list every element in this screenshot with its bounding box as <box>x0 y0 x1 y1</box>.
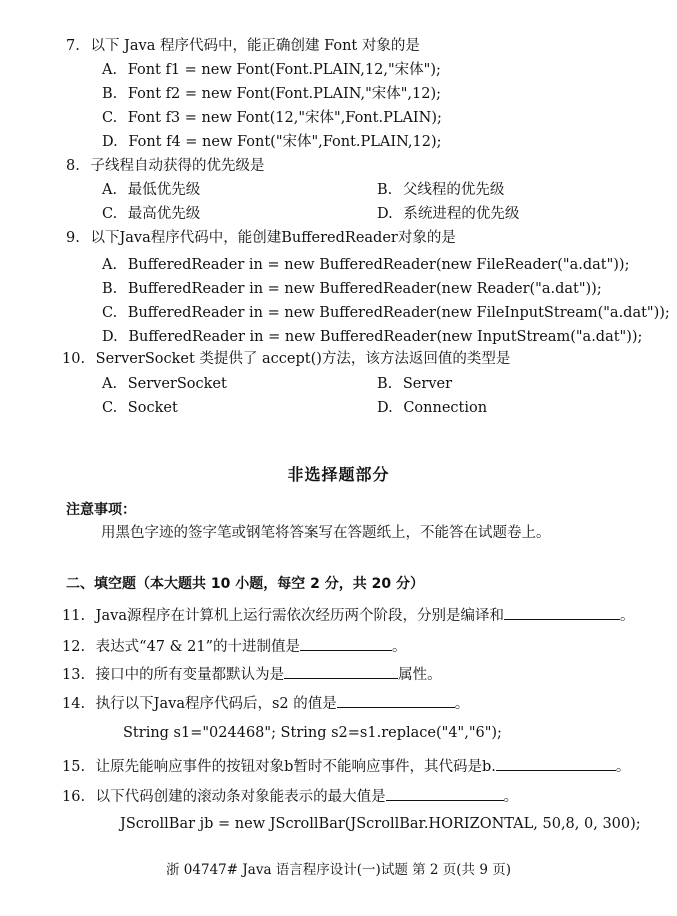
question-15 <box>62 756 630 776</box>
option-text: Font f1 = new Font(Font.PLAIN,12,"宋体"); <box>127 62 441 78</box>
question-11 <box>62 605 634 625</box>
option-letter: D. <box>102 134 118 150</box>
question-number: 10. <box>62 351 86 367</box>
section-title: 非选择题部分 <box>287 465 390 484</box>
question-stem: ServerSocket 类提供了 accept()方法，该方法返回值的类型是 <box>95 351 511 367</box>
question-stem: 以下Java程序代码中，能创建BufferedReader对象的是 <box>90 230 456 246</box>
q7-option-b <box>102 85 441 103</box>
option-letter: D. <box>377 206 393 222</box>
option-letter: C. <box>102 206 118 222</box>
question-number: 7. <box>66 38 80 54</box>
answer-blank[interactable] <box>504 605 620 620</box>
notice-text: 用黑色字迹的签字笔或钢笔将答案写在答题纸上，不能答在试题卷上。 <box>101 525 551 541</box>
option-text: Font f4 = new Font("宋体",Font.PLAIN,12); <box>128 134 442 150</box>
question-14 <box>62 693 469 713</box>
option-letter: A. <box>102 62 118 78</box>
answer-blank[interactable] <box>496 756 616 771</box>
option-text: BufferedReader in = new BufferedReader(new FileReader("a.dat")); <box>127 257 630 273</box>
option-letter: A. <box>102 182 118 198</box>
option-letter: C. <box>102 400 118 416</box>
question-suffix: 。 <box>392 639 407 655</box>
option-letter: B. <box>377 376 393 392</box>
q9-option-b <box>102 280 602 298</box>
q10-option-c <box>102 399 178 417</box>
option-letter: C. <box>102 110 118 126</box>
q10-option-d <box>377 399 487 417</box>
question-12 <box>62 636 407 656</box>
question-number: 11. <box>62 608 86 624</box>
question-number: 8. <box>66 158 80 174</box>
q8-option-b <box>377 181 504 199</box>
notice-heading: 注意事项： <box>66 502 136 518</box>
question-number: 16. <box>62 789 86 805</box>
answer-blank[interactable] <box>300 636 392 651</box>
option-letter: B. <box>102 86 118 102</box>
q7-option-c <box>102 109 442 127</box>
question-text: Java源程序在计算机上运行需依次经历两个阶段，分别是编译和 <box>95 608 504 624</box>
q8-option-a <box>102 181 200 199</box>
option-text: 系统进程的优先级 <box>403 206 520 222</box>
option-text: ServerSocket <box>127 376 227 392</box>
question-number: 12. <box>62 639 86 655</box>
q8-option-c <box>102 205 200 223</box>
q14-code: String s1="024468"; String s2=s1.replace("4","6"); <box>123 725 502 741</box>
option-text: 最高优先级 <box>127 206 201 222</box>
option-letter: D. <box>377 400 393 416</box>
question-number: 9. <box>66 230 80 246</box>
question-10 <box>62 350 510 368</box>
question-8 <box>66 157 264 175</box>
question-text: 接口中的所有变量都默认为是 <box>95 667 285 683</box>
option-text: Font f2 = new Font(Font.PLAIN,"宋体",12); <box>127 86 442 102</box>
question-text: 让原先能响应事件的按钮对象b暂时不能响应事件，其代码是b. <box>95 759 496 775</box>
q7-option-a <box>102 61 441 79</box>
question-stem: 以下 Java 程序代码中，能正确创建 Font 对象的是 <box>90 38 420 54</box>
part-heading: 二、填空题（本大题共 10 小题，每空 2 分，共 20 分） <box>66 576 424 592</box>
question-7 <box>66 37 420 55</box>
option-letter: B. <box>102 281 118 297</box>
q9-option-a <box>102 256 629 274</box>
q16-code: JScrollBar jb = new JScrollBar(JScrollBar.HORIZONTAL, 50,8, 0, 300); <box>120 816 641 832</box>
answer-blank[interactable] <box>337 693 455 708</box>
option-text: 最低优先级 <box>127 182 201 198</box>
question-suffix: 。 <box>503 789 519 805</box>
question-number: 14. <box>62 696 86 712</box>
question-16 <box>62 786 518 806</box>
option-letter: B. <box>377 182 393 198</box>
option-letter: C. <box>102 305 118 321</box>
q9-option-c <box>102 304 670 322</box>
option-letter: A. <box>102 257 118 273</box>
question-13 <box>62 664 442 684</box>
option-text: Connection <box>403 400 488 416</box>
option-text: Font f3 = new Font(12,"宋体",Font.PLAIN); <box>127 110 442 126</box>
option-letter: D. <box>102 329 118 345</box>
page-footer: 浙 04747# Java 语言程序设计(一)试题 第 2 页(共 9 页) <box>166 862 511 878</box>
question-suffix: 属性。 <box>398 667 442 683</box>
question-text: 以下代码创建的滚动条对象能表示的最大值是 <box>95 789 386 805</box>
option-text: Server <box>402 376 453 392</box>
q9-option-d <box>102 328 642 346</box>
question-number: 15. <box>62 759 86 775</box>
option-text: BufferedReader in = new BufferedReader(new Reader("a.dat")); <box>127 281 602 297</box>
question-9 <box>66 229 456 247</box>
q10-option-b <box>377 375 452 393</box>
answer-blank[interactable] <box>284 664 398 679</box>
question-stem: 子线程自动获得的优先级是 <box>90 158 265 174</box>
q8-option-d <box>377 205 519 223</box>
q10-option-a <box>102 375 227 393</box>
question-text: 表达式“47 & 21”的十进制值是 <box>95 639 301 655</box>
option-text: BufferedReader in = new BufferedReader(new FileInputStream("a.dat")); <box>127 305 670 321</box>
answer-blank[interactable] <box>386 786 504 801</box>
question-suffix: 。 <box>615 759 631 775</box>
option-text: Socket <box>127 400 178 416</box>
question-text: 执行以下Java程序代码后，s2 的值是 <box>95 696 337 712</box>
q7-option-d <box>102 133 442 151</box>
option-text: 父线程的优先级 <box>402 182 505 198</box>
question-suffix: 。 <box>619 608 635 624</box>
option-letter: A. <box>102 376 118 392</box>
question-number: 13. <box>62 667 86 683</box>
question-suffix: 。 <box>454 696 470 712</box>
option-text: BufferedReader in = new BufferedReader(new InputStream("a.dat")); <box>128 329 643 345</box>
